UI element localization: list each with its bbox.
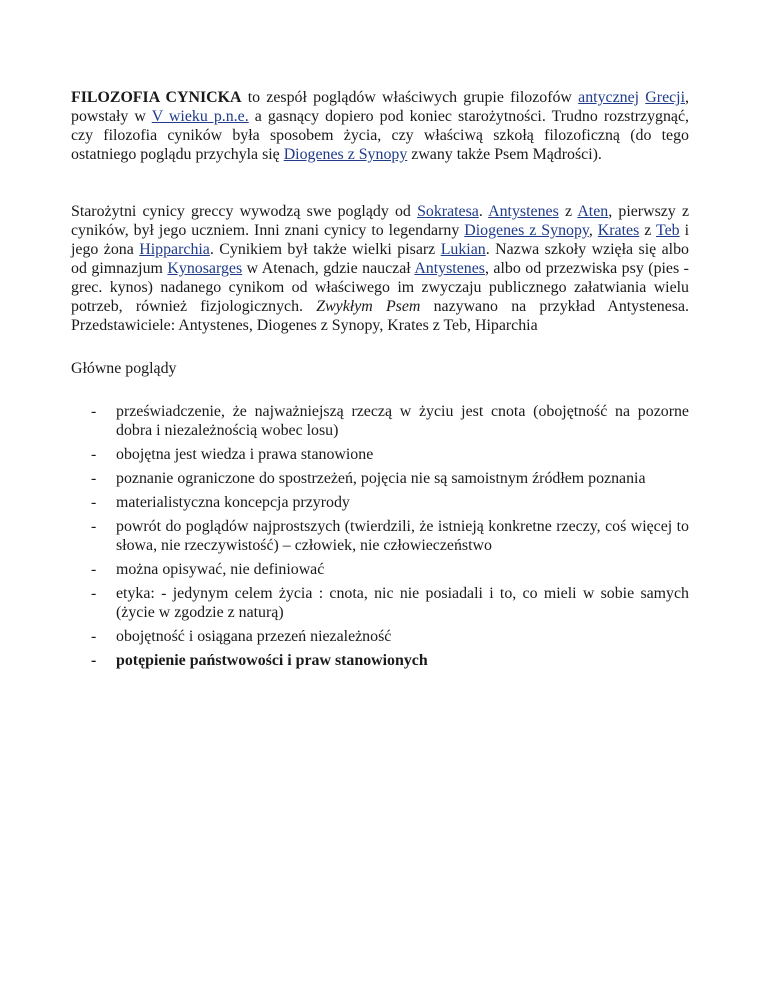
italic-text: Zwykłym Psem xyxy=(316,298,421,315)
list-item-text: przeświadczenie, że najważniejszą rzeczą w życiu jest cnota (obojętność na pozorne dobra i niezależnością wobec losu) xyxy=(116,403,689,439)
list-item xyxy=(71,445,689,464)
dash-bullet: - xyxy=(91,628,97,645)
list-item xyxy=(71,627,689,646)
text: , powstały w xyxy=(71,89,689,125)
dash-bullet: - xyxy=(91,494,97,511)
link-diogenes[interactable]: Diogenes z Synopy xyxy=(283,146,408,163)
text: . xyxy=(478,203,489,220)
link-antystenes-2[interactable]: Antystenes xyxy=(414,260,485,277)
list-item-text: etyka: - jedynym celem życia : cnota, nic nie posiadali i to, co mieli w sobie samych (życie w zgodzie z naturą) xyxy=(116,585,689,621)
list-item xyxy=(71,560,689,579)
dash-bullet: - xyxy=(91,470,97,487)
link-aten[interactable]: Aten xyxy=(577,203,609,220)
link-krates[interactable]: Krates xyxy=(597,222,640,239)
dash-bullet: - xyxy=(91,561,97,578)
list-item-text: poznanie ograniczone do spostrzeżeń, pojęcia nie są samoistnym źródłem poznania xyxy=(116,470,646,487)
list-item xyxy=(71,651,689,670)
section-heading: Główne poglądy xyxy=(71,360,177,377)
text: . Cynikiem był także wielki pisarz xyxy=(209,241,441,258)
link-teb[interactable]: Teb xyxy=(656,222,680,239)
views-list xyxy=(71,402,689,670)
list-item xyxy=(71,493,689,512)
text: zwany także Psem Mądrości). xyxy=(407,146,602,163)
list-item-text: materialistyczna koncepcja przyrody xyxy=(116,494,350,511)
link-antystenes[interactable]: Antystenes xyxy=(488,203,559,220)
list-item-text: można opisywać, nie definiować xyxy=(116,561,325,578)
text: , albo od przezwiska psy (pies - grec. kynos) nadanego cynikom od właściwego im zwyczaju publicznego załatwiania wielu potrzeb, również fizjologicznych. xyxy=(71,260,689,315)
list-item xyxy=(71,469,689,488)
text: w Atenach, gdzie nauczał xyxy=(242,260,415,277)
intro-paragraph xyxy=(71,88,689,164)
list-item xyxy=(71,517,689,555)
text: , pierwszy z cyników, był jego uczniem. Inni znani cynicy to legendarny xyxy=(71,203,689,239)
link-sokratesa[interactable]: Sokratesa xyxy=(417,203,479,220)
link-lukian[interactable]: Lukian xyxy=(440,241,486,258)
dash-bullet: - xyxy=(91,518,97,535)
text: z xyxy=(558,203,578,220)
doc-title: FILOZOFIA CYNICKA xyxy=(71,89,242,106)
text: i jego żona xyxy=(71,222,690,258)
link-v-wieku[interactable]: V wieku p.n.e. xyxy=(151,108,249,125)
link-hipparchia[interactable]: Hipparchia xyxy=(139,241,210,258)
dash-bullet: - xyxy=(91,652,97,669)
list-item xyxy=(71,402,689,440)
link-grecji[interactable]: Grecji xyxy=(645,89,686,106)
text: a gasnący dopiero pod koniec starożytności. Trudno rozstrzygnąć, czy filozofia cyników była sposobem życia, czy właściwą szkołą filozoficzną (do tego ostatniego poglądu przychyla się xyxy=(71,108,689,163)
list-item-text: obojętna jest wiedza i prawa stanowione xyxy=(116,446,374,463)
text: z xyxy=(639,222,656,239)
history-paragraph xyxy=(71,202,689,335)
dash-bullet: - xyxy=(91,585,97,602)
link-diogenes-z-synopy[interactable]: Diogenes z Synopy xyxy=(464,222,589,239)
list-item-text: obojętność i osiągana przezeń niezależność xyxy=(116,628,392,645)
link-antycznej[interactable]: antycznej xyxy=(578,89,640,106)
text: nazywano na przykład Antystenesa. Przedstawiciele: Antystenes, Diogenes z Synopy, Krates z Teb, Hiparchia xyxy=(71,298,689,334)
link-kynosarges[interactable]: Kynosarges xyxy=(167,260,243,277)
text: , xyxy=(588,222,598,239)
list-item xyxy=(71,584,689,622)
dash-bullet: - xyxy=(91,403,97,420)
list-item-text: potępienie państwowości i praw stanowionych xyxy=(116,652,428,669)
text: to zespół poglądów właściwych grupie filozofów xyxy=(241,89,579,106)
text: . Nazwa szkoły wzięła się albo od gimnazjum xyxy=(71,241,689,277)
list-item-text: powrót do poglądów najprostszych (twierdzili, że istnieją konkretne rzeczy, coś więcej to słowa, nie rzeczywistość) – człowiek, nie człowieczeństwo xyxy=(116,518,689,554)
text: Starożytni cynicy greccy wywodzą swe poglądy od xyxy=(71,203,418,220)
dash-bullet: - xyxy=(91,446,97,463)
